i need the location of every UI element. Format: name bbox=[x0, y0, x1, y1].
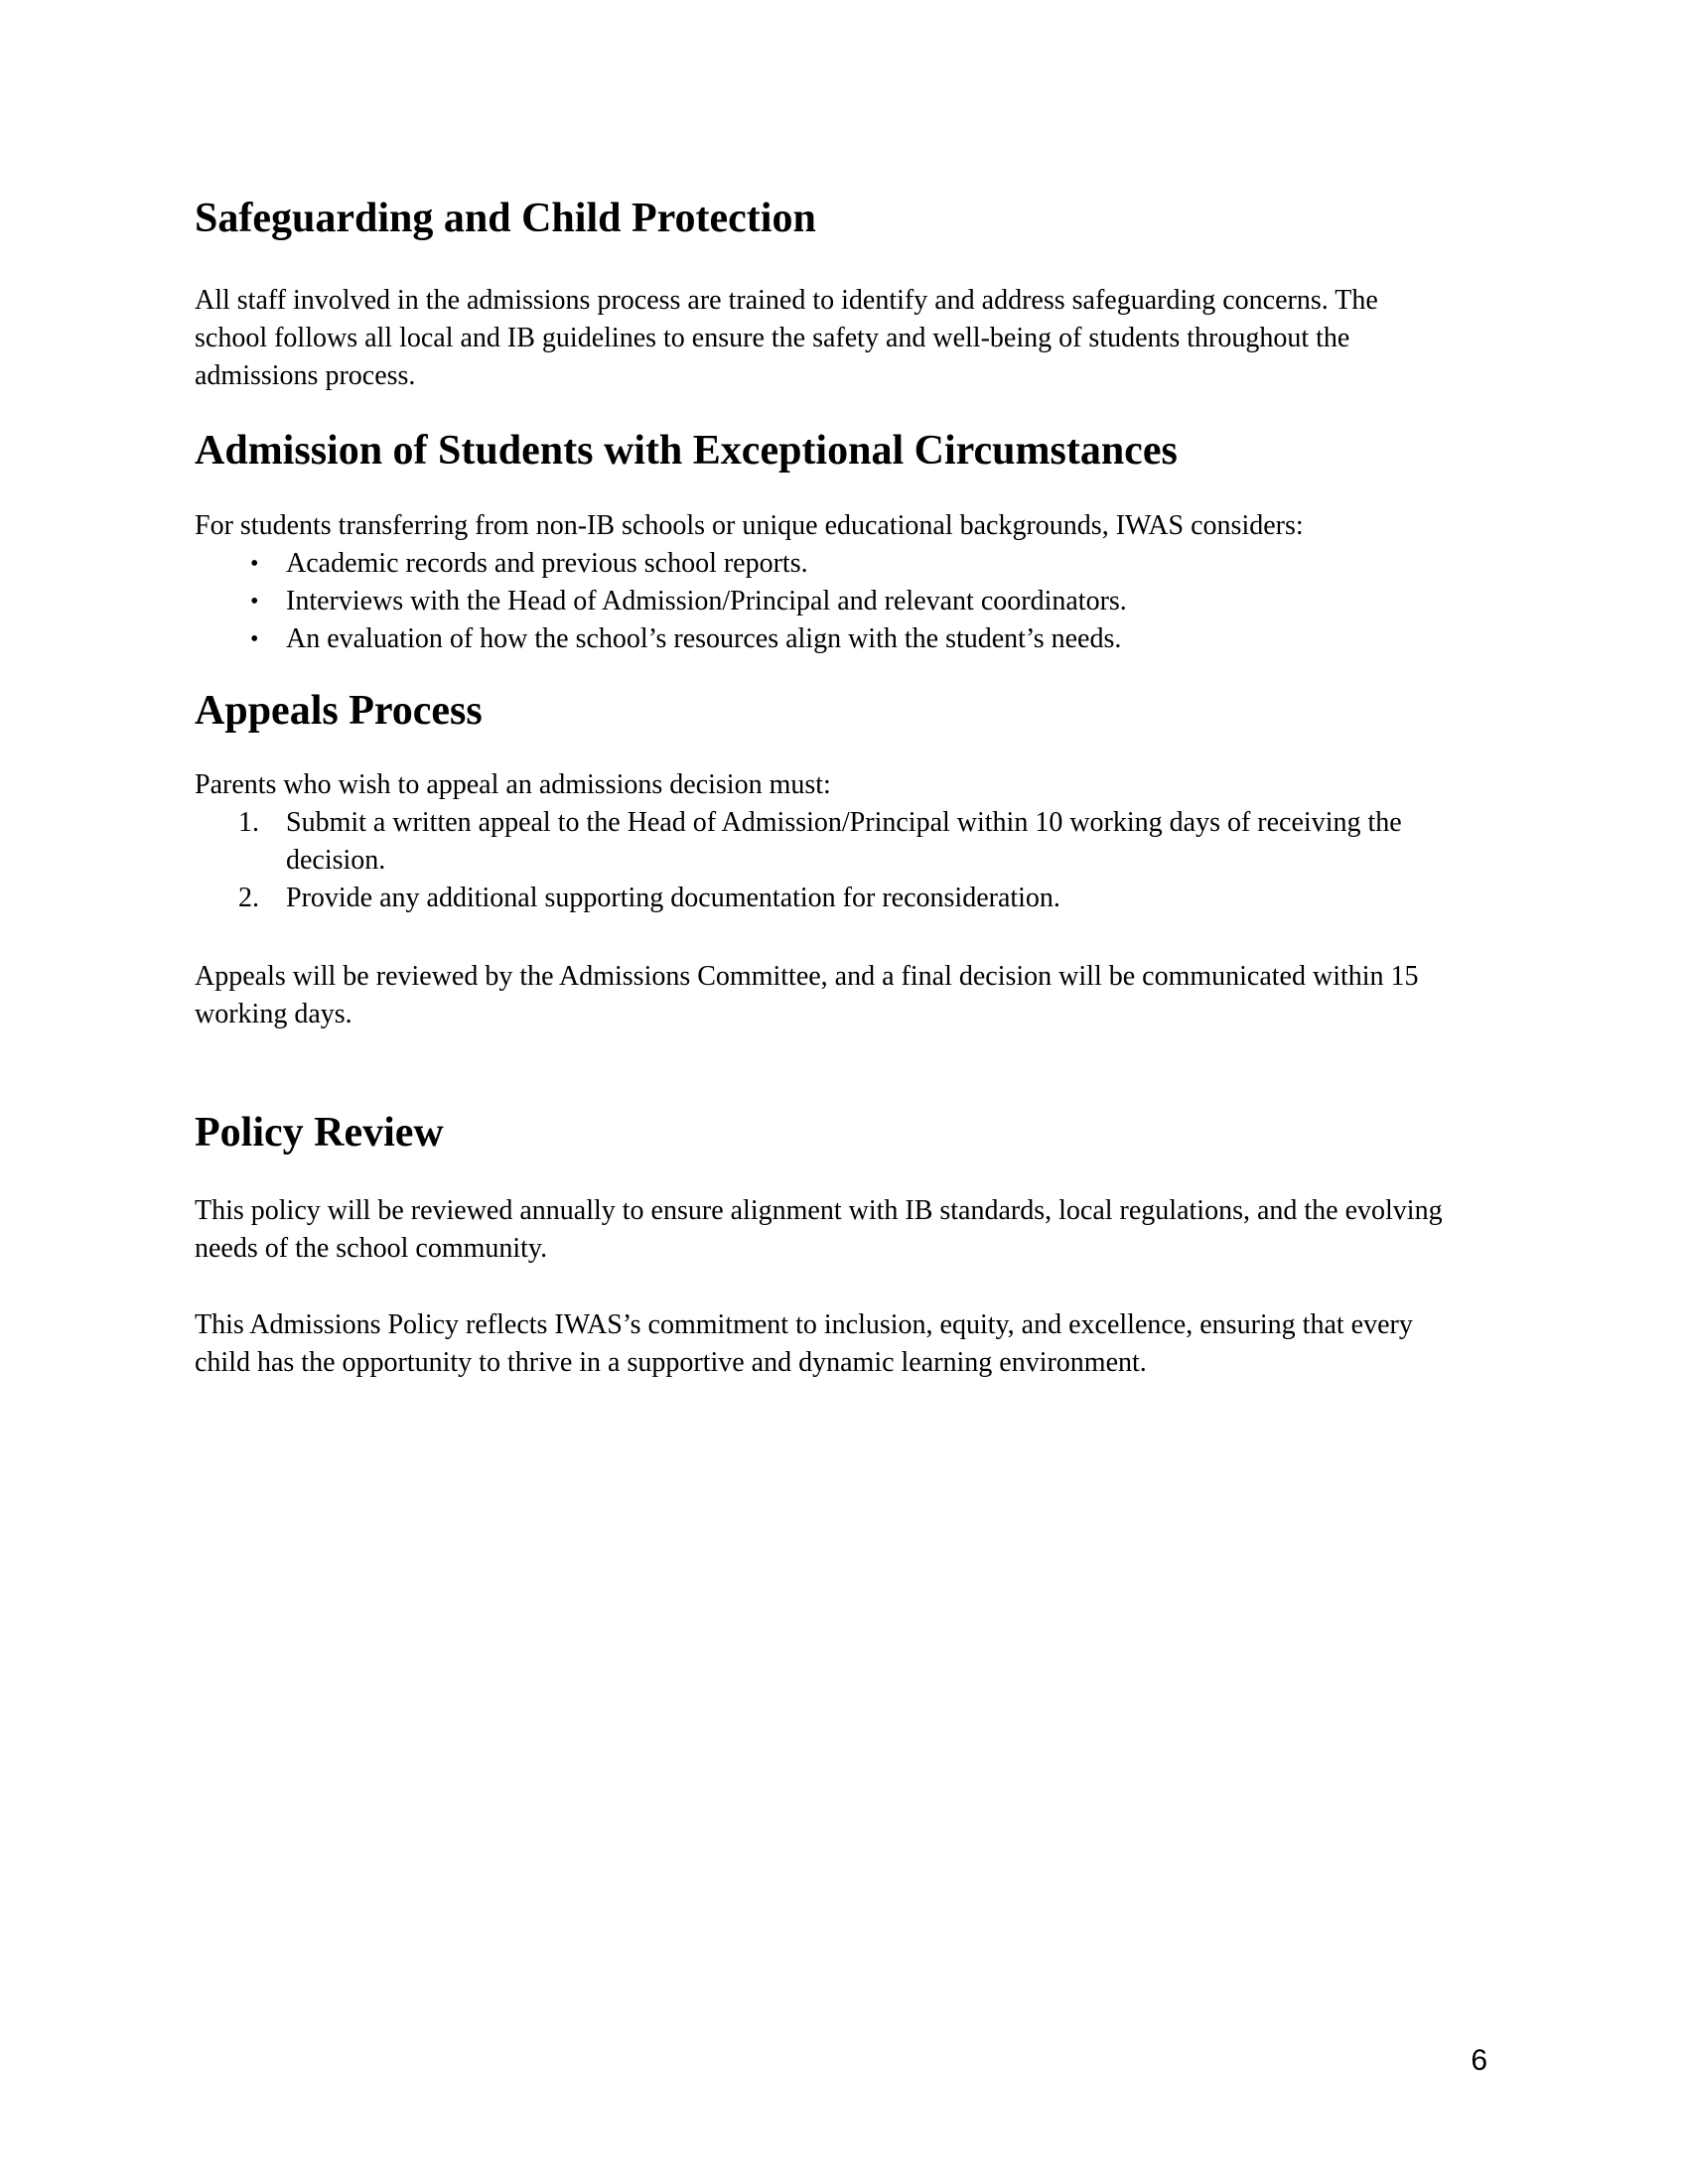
paragraph-appeals-intro: Parents who wish to appeal an admissions decision must: bbox=[195, 769, 831, 800]
list-item-text: Interviews with the Head of Admission/Principal and relevant coordinators. bbox=[286, 586, 1127, 616]
bullet-marker: • bbox=[250, 551, 259, 577]
list-item bbox=[195, 804, 1454, 880]
paragraph-safeguarding: All staff involved in the admissions process are trained to identify and address safeguarding concerns. The school follows all local and IB guidelines to ensure the safety and well-being of students throughout the admissions process. bbox=[195, 285, 1378, 391]
bullet-marker: • bbox=[250, 626, 259, 652]
number-marker: 2. bbox=[238, 883, 259, 913]
paragraph-policy-review-1: This policy will be reviewed annually to ensure alignment with IB standards, local regulations, and the evolving needs of the school community. bbox=[195, 1195, 1443, 1264]
list-item bbox=[195, 545, 1454, 583]
list-item-text: Submit a written appeal to the Head of Admission/Principal within 10 working days of receiving the decision. bbox=[286, 807, 1402, 876]
list-item-text: An evaluation of how the school’s resources align with the student’s needs. bbox=[286, 623, 1122, 654]
bullet-marker: • bbox=[250, 589, 259, 614]
paragraph-policy-review-2: This Admissions Policy reflects IWAS’s commitment to inclusion, equity, and excellence, ensuring that every child has the opportunity to thrive in a supportive and dynamic learning environment. bbox=[195, 1309, 1413, 1378]
bullet-list-exceptional bbox=[195, 545, 1454, 658]
list-item-text: Academic records and previous school reports. bbox=[286, 548, 808, 579]
list-item bbox=[195, 583, 1454, 620]
paragraph-appeals-closing: Appeals will be reviewed by the Admissions Committee, and a final decision will be communicated within 15 working days. bbox=[195, 961, 1419, 1029]
number-marker: 1. bbox=[238, 807, 259, 838]
page-number: 6 bbox=[1471, 2044, 1487, 2077]
list-item bbox=[195, 880, 1454, 917]
section-heading-safeguarding: Safeguarding and Child Protection bbox=[195, 196, 816, 241]
section-heading-exceptional-circumstances: Admission of Students with Exceptional Circumstances bbox=[195, 428, 1178, 474]
paragraph-exceptional-intro: For students transferring from non-IB schools or unique educational backgrounds, IWAS considers: bbox=[195, 510, 1304, 541]
numbered-list-appeals bbox=[195, 804, 1454, 917]
section-heading-policy-review: Policy Review bbox=[195, 1110, 444, 1156]
list-item bbox=[195, 620, 1454, 658]
section-heading-appeals-process: Appeals Process bbox=[195, 688, 483, 734]
document-content bbox=[195, 0, 1454, 1382]
list-item-text: Provide any additional supporting documentation for reconsideration. bbox=[286, 883, 1060, 913]
